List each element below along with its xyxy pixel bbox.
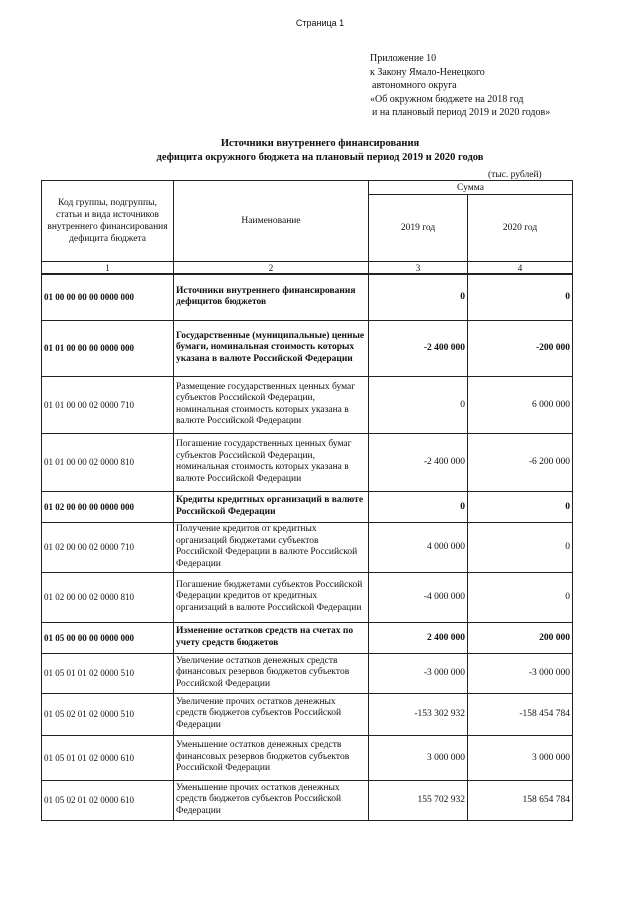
row-value-2019: 155 702 932 [369,780,468,820]
row-value-2019: -4 000 000 [369,572,468,622]
row-code: 01 02 00 00 02 0000 710 [42,522,174,572]
row-code: 01 05 02 01 02 0000 610 [42,780,174,820]
table-row [42,491,573,522]
index-cell: 2 [174,262,369,275]
row-value-2020: 200 000 [468,622,573,653]
table-row [42,622,573,653]
header-name: Наименование [174,181,369,262]
table-row [42,274,573,320]
table-row [42,572,573,622]
row-code: 01 05 00 00 00 0000 000 [42,622,174,653]
appendix-line: к Закону Ямало-Ненецкого [370,66,485,78]
appendix-line: Приложение 10 [370,53,437,64]
row-value-2020: -158 454 784 [468,693,573,735]
table-row [42,653,573,693]
row-code: 01 01 00 00 02 0000 810 [42,433,174,491]
title-line: Источники внутреннего финансирования [220,138,420,149]
row-value-2020: -200 000 [468,320,573,376]
row-name: Кредиты кредитных организаций в валюте Российской Федерации [174,491,369,522]
row-name: Уменьшение прочих остатков денежных средств бюджетов субъектов Российской Федерации [174,780,369,820]
row-value-2020: 0 [468,274,573,320]
table-row [42,320,573,376]
row-name: Увеличение прочих остатков денежных средств бюджетов субъектов Российской Федерации [174,693,369,735]
sources-table [41,180,573,821]
row-name: Погашение государственных ценных бумаг субъектов Российской Федерации, номинальная стоимость которых указана в валюте Российской Федерации [174,433,369,491]
index-cell: 3 [369,262,468,275]
row-value-2019: 2 400 000 [369,622,468,653]
row-code: 01 05 02 01 02 0000 510 [42,693,174,735]
row-name: Государственные (муниципальные) ценные бумаги, номинальная стоимость которых указана в валюте Российской Федерации [174,320,369,376]
row-value-2020: -3 000 000 [468,653,573,693]
row-code: 01 01 00 00 00 0000 000 [42,320,174,376]
document-title [0,137,640,165]
table-row [42,735,573,780]
table-row [42,522,573,572]
row-value-2020: -6 200 000 [468,433,573,491]
row-value-2020: 6 000 000 [468,376,573,433]
appendix-line: и на плановый период 2019 и 2020 годов» [372,107,551,118]
header-code: Код группы, подгруппы, статьи и вида источников внутреннего финансирования дефицита бюджета [42,181,174,262]
appendix-line: «Об окружном бюджете на 2018 год [370,93,524,105]
index-cell: 1 [42,262,174,275]
index-row [42,262,573,275]
row-value-2020: 3 000 000 [468,735,573,780]
row-value-2020: 0 [468,522,573,572]
row-value-2019: -2 400 000 [369,433,468,491]
row-value-2019: 0 [369,376,468,433]
row-code: 01 02 00 00 02 0000 810 [42,572,174,622]
row-value-2019: -3 000 000 [369,653,468,693]
appendix-line: автономного округа [372,80,457,91]
row-value-2019: 3 000 000 [369,735,468,780]
row-value-2019: -2 400 000 [369,320,468,376]
index-cell: 4 [468,262,573,275]
row-value-2019: 4 000 000 [369,522,468,572]
units-label: (тыс. рублей) [488,170,542,180]
row-value-2020: 0 [468,491,573,522]
header-2020: 2020 год [468,195,573,262]
table-row [42,376,573,433]
appendix-note [370,52,550,120]
row-value-2019: 0 [369,491,468,522]
page-header: Страница 1 [295,18,345,28]
row-name: Источники внутреннего финансирования дефицитов бюджетов [174,274,369,320]
table-row [42,780,573,820]
row-name: Изменение остатков средств на счетах по учету средств бюджетов [174,622,369,653]
row-value-2019: 0 [369,274,468,320]
table-row [42,433,573,491]
row-name: Получение кредитов от кредитных организаций бюджетами субъектов Российской Федерации в валюте Российской Федерации [174,522,369,572]
row-name: Погашение бюджетами субъектов Российской Федерации кредитов от кредитных организаций в валюте Российской Федерации [174,572,369,622]
row-value-2020: 0 [468,572,573,622]
row-code: 01 02 00 00 00 0000 000 [42,491,174,522]
row-code: 01 05 01 01 02 0000 610 [42,735,174,780]
row-code: 01 05 01 01 02 0000 510 [42,653,174,693]
row-code: 01 01 00 00 02 0000 710 [42,376,174,433]
row-name: Размещение государственных ценных бумаг субъектов Российской Федерации, номинальная стоимость которых указана в валюте Российской Федерации [174,376,369,433]
row-name: Увеличение остатков денежных средств финансовых резервов бюджетов субъектов Российской Федерации [174,653,369,693]
row-code: 01 00 00 00 00 0000 000 [42,274,174,320]
row-value-2019: -153 302 932 [369,693,468,735]
table-row [42,693,573,735]
title-line: дефицита окружного бюджета на плановый период 2019 и 2020 годов [156,152,484,163]
header-2019: 2019 год [369,195,468,262]
row-value-2020: 158 654 784 [468,780,573,820]
row-name: Уменьшение остатков денежных средств финансовых резервов бюджетов субъектов Российской Федерации [174,735,369,780]
header-sum: Сумма [369,181,573,195]
